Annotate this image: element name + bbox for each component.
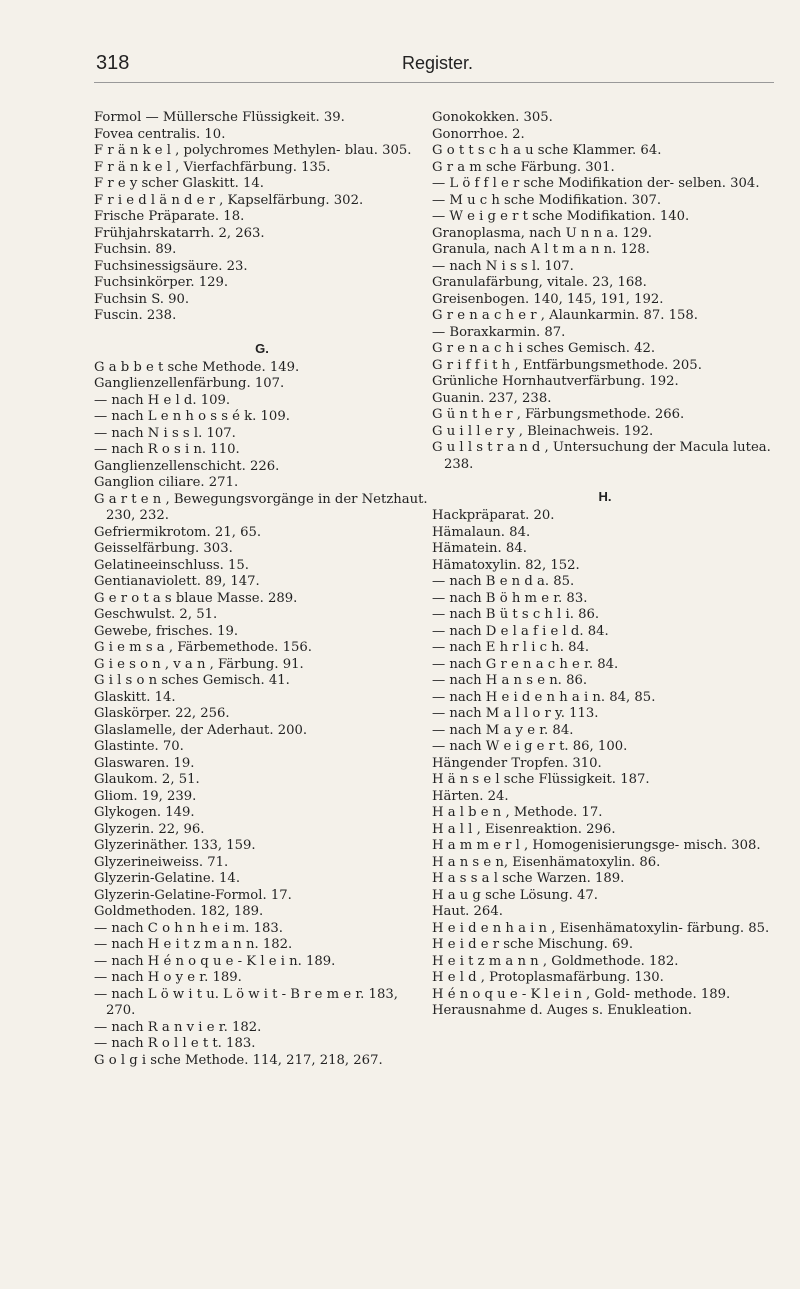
index-entry: H a n s e n, Eisenhämatoxylin. 86.	[432, 854, 661, 870]
index-entry: — nach H o y e r. 189.	[94, 970, 242, 985]
index-entry: G r e n a c h e r , Alaunkarmin. 87. 158.	[432, 308, 698, 323]
index-entry: Glyzerinäther. 133, 159.	[94, 838, 256, 853]
index-entry: — W e i g e r t sche Modifikation. 140.	[432, 209, 690, 224]
index-entry: Fuchsin S. 90.	[94, 291, 190, 307]
index-entry: G ü n t h e r , Färbungsmethode. 266.	[432, 407, 685, 422]
index-entry: Granula, nach A l t m a n n. 128.	[432, 242, 650, 257]
index-entry: Fuchsin. 89.	[94, 242, 177, 257]
index-entry: — nach R o s i n. 110.	[94, 442, 240, 457]
index-entry: Herausnahme d. Auges s. Enukleation.	[432, 1003, 692, 1018]
index-entry: — nach N i s s l. 107.	[94, 425, 236, 441]
index-entry: — nach H a n s e n. 86.	[432, 673, 588, 688]
index-entry: G r i f f i t h , Entfärbungsmethode. 205.	[432, 357, 702, 373]
index-entry: Gonokokken. 305.	[432, 110, 553, 125]
index-entry: — nach M a l l o r y. 113.	[432, 706, 599, 721]
index-entry: Greisenbogen. 140, 145, 191, 192.	[432, 291, 664, 307]
index-entry: Gewebe, frisches. 19.	[94, 623, 239, 639]
index-entry: Ganglienzellenfärbung. 107.	[94, 376, 285, 391]
index-entry: G r a m sche Färbung. 301.	[432, 159, 615, 175]
right-index-column	[432, 110, 778, 1020]
index-entry: Fuscin. 238.	[94, 308, 177, 323]
section-letter: H.	[598, 489, 612, 504]
index-entry: — nach M a y e r. 84.	[432, 722, 574, 738]
index-entry: Gefriermikrotom. 21, 65.	[94, 524, 262, 540]
index-entry: — nach D e l a f i e l d. 84.	[432, 623, 609, 639]
index-entry: — nach R o l l e t t. 183.	[94, 1036, 256, 1051]
index-entry: Glaskitt. 14.	[94, 689, 176, 705]
index-entry: Hämalaun. 84.	[432, 524, 531, 540]
index-entry: Geschwulst. 2, 51.	[94, 607, 218, 622]
index-entry: Glaswaren. 19.	[94, 755, 195, 771]
index-entry: Härten. 24.	[432, 788, 509, 804]
index-entry: Fuchsinkörper. 129.	[94, 275, 229, 290]
section-letter: G.	[255, 340, 269, 356]
index-entry: G a b b e t sche Methode. 149.	[94, 359, 300, 375]
index-entry: H ä n s e l sche Flüssigkeit. 187.	[432, 772, 650, 787]
index-entry: Granulafärbung, vitale. 23, 168.	[432, 275, 647, 290]
index-entry: Glaukom. 2, 51.	[94, 772, 200, 787]
index-entry: — nach H é n o q u e - K l e i n. 189.	[94, 953, 336, 969]
page-header	[96, 52, 772, 74]
index-entry: — M u c h sche Modifikation. 307.	[432, 192, 662, 208]
index-entry: Glaslamelle, der Aderhaut. 200.	[94, 722, 308, 738]
index-entry: F r ä n k e l , polychromes Methylen- blau. 305.	[94, 143, 412, 158]
index-entry: Hämatoxylin. 82, 152.	[432, 557, 580, 573]
index-entry: F r i e d l ä n d e r , Kapselfärbung. 302.	[94, 192, 364, 208]
index-entry: G e r o t a s blaue Masse. 289.	[94, 590, 298, 606]
index-entry: — nach E h r l i c h. 84.	[432, 640, 590, 655]
index-entry: Fuchsinessigsäure. 23.	[94, 258, 248, 274]
index-entry: — nach G r e n a c h e r. 84.	[432, 656, 619, 672]
index-entry: G i e s o n , v a n , Färbung. 91.	[94, 656, 304, 672]
index-entry: Formol — Müllersche Flüssigkeit. 39.	[94, 110, 345, 125]
index-entry: Ganglion ciliare. 271.	[94, 475, 239, 490]
index-entry: G r e n a c h i sches Gemisch. 42.	[432, 341, 656, 356]
index-entry: Hämatein. 84.	[432, 541, 527, 556]
index-entry: G u i l l e r y , Bleinachweis. 192.	[432, 423, 654, 439]
index-entry: — nach L e n h o s s é k. 109.	[94, 409, 290, 424]
index-entry: Gliom. 19, 239.	[94, 788, 197, 804]
index-entry: — nach H e l d. 109.	[94, 392, 231, 408]
index-entry: Glyzerin. 22, 96.	[94, 821, 205, 837]
index-entry: G o l g i sche Methode. 114, 217, 218, 267.	[94, 1052, 383, 1068]
index-entry: Haut. 264.	[432, 904, 503, 919]
index-entry: H e i d e n h a i n , Eisenhämatoxylin- färbung. 85.	[432, 920, 770, 936]
index-entry: H a s s a l sche Warzen. 189.	[432, 871, 625, 886]
index-entry: Frühjahrskatarrh. 2, 263.	[94, 225, 265, 241]
index-entry: Glyzerin-Gelatine-Formol. 17.	[94, 887, 292, 903]
index-entry: Goldmethoden. 182, 189.	[94, 904, 264, 919]
index-entry: H é n o q u e - K l e i n , Gold- methode. 189.	[432, 986, 731, 1002]
page-number: 318	[96, 52, 130, 74]
index-entry: — nach B ö h m e r. 83.	[432, 590, 588, 606]
index-entry: H a m m e r l , Homogenisierungsge- misch. 308.	[432, 838, 761, 853]
index-entry: Grünliche Hornhautverfärbung. 192.	[432, 374, 679, 389]
header-rule	[94, 82, 774, 83]
index-entry: Gelatineeinschluss. 15.	[94, 557, 249, 573]
index-entry: — L ö f f l e r sche Modifikation der- selben. 304.	[432, 176, 760, 191]
index-entry: Gonorrhoe. 2.	[432, 126, 525, 142]
index-entry: F r e y scher Glaskitt. 14.	[94, 176, 264, 191]
index-entry: — nach B ü t s c h l i. 86.	[432, 607, 600, 622]
index-entry: G i l s o n sches Gemisch. 41.	[94, 673, 290, 688]
index-entry: Frische Präparate. 18.	[94, 209, 245, 224]
index-entry: H e l d , Protoplasmafärbung. 130.	[432, 970, 664, 985]
index-entry: H e i d e r sche Mischung. 69.	[432, 937, 634, 952]
index-entry: Hackpräparat. 20.	[432, 508, 555, 523]
index-entry: F r ä n k e l , Vierfachfärbung. 135.	[94, 159, 331, 175]
index-entry: H e i t z m a n n , Goldmethode. 182.	[432, 953, 679, 969]
index-entry: Guanin. 237, 238.	[432, 390, 552, 406]
left-index-column	[94, 110, 430, 1069]
index-entry: G i e m s a , Färbemethode. 156.	[94, 640, 312, 655]
index-entry: Glastinte. 70.	[94, 739, 184, 754]
running-head: Register.	[402, 53, 474, 73]
index-entry: — Boraxkarmin. 87.	[432, 324, 566, 340]
index-entry: — nach N i s s l. 107.	[432, 258, 574, 274]
index-entry: — nach W e i g e r t. 86, 100.	[432, 739, 628, 754]
index-entry: H a l l , Eisenreaktion. 296.	[432, 821, 616, 837]
index-entry: Glaskörper. 22, 256.	[94, 706, 230, 721]
index-entry: — nach H e i t z m a n n. 182.	[94, 937, 293, 952]
index-entry: G u l l s t r a n d , Untersuchung der Macula lutea. 238.	[432, 440, 771, 472]
index-entry: — nach R a n v i e r. 182.	[94, 1019, 262, 1035]
index-entry: H a u g sche Lösung. 47.	[432, 887, 598, 903]
index-entry: — nach L ö w i t u. L ö w i t - B r e m e r. 183, 270.	[94, 986, 398, 1018]
index-entry: H a l b e n , Methode. 17.	[432, 805, 603, 820]
index-entry: Glyzerin-Gelatine. 14.	[94, 871, 241, 886]
index-entry: G o t t s c h a u sche Klammer. 64.	[432, 143, 662, 158]
index-entry: Fovea centralis. 10.	[94, 126, 226, 142]
index-entry: Glyzerineiweiss. 71.	[94, 854, 229, 870]
index-entry: Hängender Tropfen. 310.	[432, 755, 602, 771]
index-entry: — nach C o h n h e i m. 183.	[94, 920, 283, 936]
index-entry: Ganglienzellenschicht. 226.	[94, 458, 280, 474]
index-entry: G a r t e n , Bewegungsvorgänge in der Netzhaut. 230, 232.	[94, 491, 428, 523]
index-entry: Gentianaviolett. 89, 147.	[94, 574, 260, 589]
index-entry: — nach H e i d e n h a i n. 84, 85.	[432, 689, 656, 705]
index-entry: — nach B e n d a. 85.	[432, 574, 575, 589]
index-entry: Glykogen. 149.	[94, 805, 195, 820]
index-entry: Granoplasma, nach U n n a. 129.	[432, 225, 652, 241]
index-entry: Geisselfärbung. 303.	[94, 541, 233, 556]
